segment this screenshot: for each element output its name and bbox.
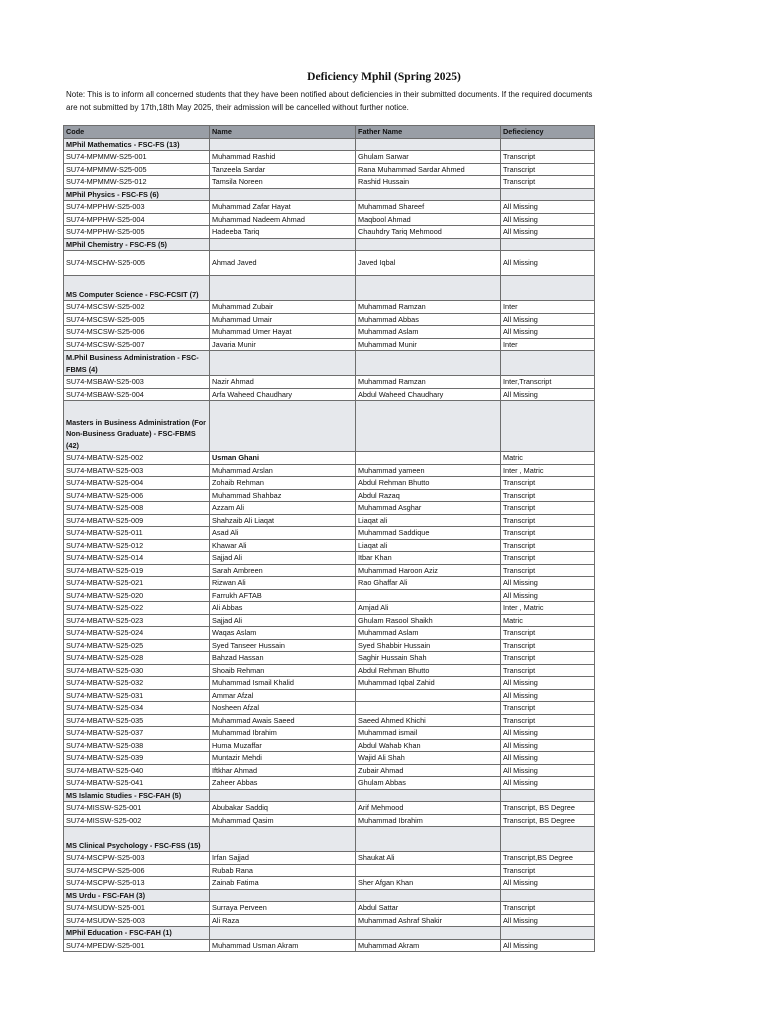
father-name: Muhammad Iqbal Zahid — [356, 677, 501, 690]
header-father-name: Father Name — [356, 126, 501, 139]
deficiency: Inter — [501, 338, 595, 351]
student-name: Usman Ghani — [210, 452, 356, 465]
father-name: Zubair Ahmad — [356, 764, 501, 777]
program-label: MS Islamic Studies - FSC-FAH (5) — [64, 789, 210, 802]
program-label: MPhil Physics - FSC-FS (6) — [64, 188, 210, 201]
student-code: SU74-MBATW-S25-011 — [64, 527, 210, 540]
deficiency: Matric — [501, 452, 595, 465]
father-name: Javed Iqbal — [356, 251, 501, 276]
header-name: Name — [210, 126, 356, 139]
student-code: SU74-MBATW-S25-009 — [64, 514, 210, 527]
table-row — [64, 802, 595, 815]
student-code: SU74-MBATW-S25-032 — [64, 677, 210, 690]
deficiency: Transcript — [501, 702, 595, 715]
father-name: Muhammad Saddique — [356, 527, 501, 540]
student-name: Muhammad Ismail Khalid — [210, 677, 356, 690]
student-code: SU74-MBATW-S25-002 — [64, 452, 210, 465]
program-label: MS Clinical Psychology - FSC-FSS (15) — [64, 827, 210, 852]
deficiency: All Missing — [501, 226, 595, 239]
student-code: SU74-MBATW-S25-024 — [64, 627, 210, 640]
empty-cell — [501, 889, 595, 902]
student-name: Shoaib Rehman — [210, 664, 356, 677]
deficiency: Transcript — [501, 552, 595, 565]
student-name: Iftkhar Ahmad — [210, 764, 356, 777]
student-code: SU74-MPMMW-S25-005 — [64, 163, 210, 176]
student-code: SU74-MBATW-S25-020 — [64, 589, 210, 602]
table-row — [64, 639, 595, 652]
student-name: Bahzad Hassan — [210, 652, 356, 665]
empty-cell — [356, 276, 501, 301]
student-name: Asad Ali — [210, 527, 356, 540]
student-code: SU74-MBATW-S25-039 — [64, 752, 210, 765]
deficiency: All Missing — [501, 313, 595, 326]
table-row — [64, 864, 595, 877]
student-code: SU74-MPPHW-S25-004 — [64, 213, 210, 226]
empty-cell — [210, 827, 356, 852]
table-row — [64, 589, 595, 602]
student-name: Javaria Munir — [210, 338, 356, 351]
empty-cell — [501, 188, 595, 201]
header-deficiency: Defieciency — [501, 126, 595, 139]
table-row — [64, 664, 595, 677]
student-name: Irfan Sajjad — [210, 852, 356, 865]
deficiency: Transcript — [501, 627, 595, 640]
student-code: SU74-MSCPW-S25-006 — [64, 864, 210, 877]
deficiency: All Missing — [501, 752, 595, 765]
student-name: Arfa Waheed Chaudhary — [210, 388, 356, 401]
father-name: Muhammad Ramzan — [356, 376, 501, 389]
program-group-row — [64, 351, 595, 376]
table-row — [64, 764, 595, 777]
deficiency: Transcript — [501, 151, 595, 164]
father-name: Muhammad Munir — [356, 338, 501, 351]
student-name: Surraya Perveen — [210, 902, 356, 915]
deficiency: Transcript — [501, 652, 595, 665]
deficiency: Matric — [501, 614, 595, 627]
deficiency: Transcript, BS Degree — [501, 814, 595, 827]
student-name: Muhammad Zafar Hayat — [210, 201, 356, 214]
student-name: Zohaib Rehman — [210, 477, 356, 490]
document-title: Deficiency Mphil (Spring 2025) — [307, 71, 461, 83]
deficiency: All Missing — [501, 739, 595, 752]
table-row — [64, 614, 595, 627]
father-name: Abdul Wahab Khan — [356, 739, 501, 752]
table-row — [64, 338, 595, 351]
student-code: SU74-MBATW-S25-037 — [64, 727, 210, 740]
deficiency: Transcript — [501, 163, 595, 176]
father-name: Muhammad Haroon Aziz — [356, 564, 501, 577]
student-code: SU74-MPPHW-S25-005 — [64, 226, 210, 239]
student-code: SU74-MSCSW-S25-007 — [64, 338, 210, 351]
father-name: Maqbool Ahmad — [356, 213, 501, 226]
table-row — [64, 251, 595, 276]
father-name — [356, 589, 501, 602]
student-name: Nosheen Afzal — [210, 702, 356, 715]
empty-cell — [210, 351, 356, 376]
student-name: Zainab Fatima — [210, 877, 356, 890]
deficiency: All Missing — [501, 777, 595, 790]
father-name: Muhammad Asghar — [356, 502, 501, 515]
table-row — [64, 677, 595, 690]
deficiency: Transcript — [501, 527, 595, 540]
header-code: Code — [64, 126, 210, 139]
student-name: Muhammad Awais Saeed — [210, 714, 356, 727]
empty-cell — [356, 401, 501, 452]
father-name: Abdul Rehman Bhutto — [356, 477, 501, 490]
student-code: SU74-MBATW-S25-003 — [64, 464, 210, 477]
student-code: SU74-MBATW-S25-006 — [64, 489, 210, 502]
student-name: Ammar Afzal — [210, 689, 356, 702]
program-label: MPhil Chemistry - FSC-FS (5) — [64, 238, 210, 251]
father-name: Muhammad Aslam — [356, 627, 501, 640]
student-code: SU74-MBATW-S25-022 — [64, 602, 210, 615]
table-row — [64, 652, 595, 665]
student-code: SU74-MBATW-S25-035 — [64, 714, 210, 727]
student-name: Nazir Ahmad — [210, 376, 356, 389]
student-name: Tamsila Noreen — [210, 176, 356, 189]
empty-cell — [356, 789, 501, 802]
student-name: Tanzeela Sardar — [210, 163, 356, 176]
table-row — [64, 739, 595, 752]
table-row — [64, 213, 595, 226]
student-code: SU74-MPEDW-S25-001 — [64, 939, 210, 952]
father-name: Rana Muhammad Sardar Ahmed — [356, 163, 501, 176]
father-name: Ghulam Sarwar — [356, 151, 501, 164]
empty-cell — [356, 351, 501, 376]
student-code: SU74-MPPHW-S25-003 — [64, 201, 210, 214]
father-name: Muhammad Abbas — [356, 313, 501, 326]
student-name: Muhammad Umair — [210, 313, 356, 326]
student-code: SU74-MBATW-S25-038 — [64, 739, 210, 752]
empty-cell — [356, 188, 501, 201]
student-code: SU74-MBATW-S25-004 — [64, 477, 210, 490]
father-name: Saeed Ahmed Khichi — [356, 714, 501, 727]
table-row — [64, 502, 595, 515]
father-name: Muhammad Aslam — [356, 326, 501, 339]
program-label: MS Computer Science - FSC-FCSIT (7) — [64, 276, 210, 301]
deficiency: Transcript — [501, 502, 595, 515]
student-name: Farrukh AFTAB — [210, 589, 356, 602]
deficiency: Inter , Matric — [501, 602, 595, 615]
student-code: SU74-MPMMW-S25-001 — [64, 151, 210, 164]
student-name: Shahzaib Ali Liaqat — [210, 514, 356, 527]
deficiency: Transcript — [501, 564, 595, 577]
empty-cell — [210, 927, 356, 940]
program-group-row — [64, 276, 595, 301]
student-name: Abubakar Saddiq — [210, 802, 356, 815]
student-code: SU74-MSBAW-S25-003 — [64, 376, 210, 389]
program-group-row — [64, 827, 595, 852]
father-name: Abdul Sattar — [356, 902, 501, 915]
deficiency: Inter , Matric — [501, 464, 595, 477]
deficiency: All Missing — [501, 677, 595, 690]
empty-cell — [501, 238, 595, 251]
father-name: Muhammad yameen — [356, 464, 501, 477]
student-code: SU74-MBATW-S25-040 — [64, 764, 210, 777]
deficiency: Transcript — [501, 714, 595, 727]
deficiency: All Missing — [501, 326, 595, 339]
program-group-row — [64, 889, 595, 902]
student-code: SU74-MBATW-S25-028 — [64, 652, 210, 665]
student-code: SU74-MISSW-S25-001 — [64, 802, 210, 815]
table-row — [64, 313, 595, 326]
table-row — [64, 151, 595, 164]
father-name: Liaqat ali — [356, 539, 501, 552]
empty-cell — [210, 238, 356, 251]
table-row — [64, 627, 595, 640]
father-name: Rao Ghaffar Ali — [356, 577, 501, 590]
program-group-row — [64, 927, 595, 940]
father-name: Abdul Waheed Chaudhary — [356, 388, 501, 401]
table-row — [64, 714, 595, 727]
student-code: SU74-MSBAW-S25-004 — [64, 388, 210, 401]
deficiency: All Missing — [501, 201, 595, 214]
student-name: Sajjad Ali — [210, 614, 356, 627]
table-row — [64, 489, 595, 502]
father-name: Abdul Razaq — [356, 489, 501, 502]
student-name: Muhammad Rashid — [210, 151, 356, 164]
father-name: Saghir Hussain Shah — [356, 652, 501, 665]
father-name: Chauhdry Tariq Mehmood — [356, 226, 501, 239]
deficiency: Transcript — [501, 864, 595, 877]
deficiency: Transcript — [501, 902, 595, 915]
table-row — [64, 689, 595, 702]
father-name — [356, 689, 501, 702]
program-group-row — [64, 188, 595, 201]
program-label: Masters in Business Administration (For Non-Business Graduate) - FSC-FBMS (42) — [64, 401, 210, 452]
program-label: MPhil Mathematics - FSC-FS (13) — [64, 138, 210, 151]
table-row — [64, 376, 595, 389]
table-row — [64, 702, 595, 715]
empty-cell — [356, 889, 501, 902]
father-name: Syed Shabbir Hussain — [356, 639, 501, 652]
deficiency: All Missing — [501, 939, 595, 952]
table-row — [64, 814, 595, 827]
empty-cell — [501, 789, 595, 802]
empty-cell — [501, 276, 595, 301]
empty-cell — [501, 401, 595, 452]
empty-cell — [501, 827, 595, 852]
student-code: SU74-MSCPW-S25-003 — [64, 852, 210, 865]
student-name: Azzam Ali — [210, 502, 356, 515]
empty-cell — [210, 789, 356, 802]
deficiency: All Missing — [501, 589, 595, 602]
deficiency: Transcript — [501, 477, 595, 490]
father-name — [356, 452, 501, 465]
deficiency: All Missing — [501, 764, 595, 777]
student-code: SU74-MBATW-S25-031 — [64, 689, 210, 702]
table-row — [64, 226, 595, 239]
father-name: Muhammad Ramzan — [356, 301, 501, 314]
table-row — [64, 527, 595, 540]
deficiency: All Missing — [501, 388, 595, 401]
student-name: Sarah Ambreen — [210, 564, 356, 577]
student-name: Sajjad Ali — [210, 552, 356, 565]
student-name: Muhammad Zubair — [210, 301, 356, 314]
deficiency: Transcript — [501, 176, 595, 189]
father-name: Muhammad Shareef — [356, 201, 501, 214]
father-name — [356, 864, 501, 877]
father-name: Ghulam Rasool Shaikh — [356, 614, 501, 627]
empty-cell — [501, 927, 595, 940]
father-name: Shaukat Ali — [356, 852, 501, 865]
father-name: Rashid Hussain — [356, 176, 501, 189]
table-row — [64, 477, 595, 490]
student-name: Ahmad Javed — [210, 251, 356, 276]
student-code: SU74-MSUDW-S25-003 — [64, 914, 210, 927]
student-name: Muhammad Usman Akram — [210, 939, 356, 952]
empty-cell — [356, 238, 501, 251]
empty-cell — [501, 138, 595, 151]
empty-cell — [501, 351, 595, 376]
father-name: Wajid Ali Shah — [356, 752, 501, 765]
deficiency: Transcript — [501, 489, 595, 502]
father-name: Arif Mehmood — [356, 802, 501, 815]
deficiency: All Missing — [501, 877, 595, 890]
student-name: Rubab Rana — [210, 864, 356, 877]
table-row — [64, 852, 595, 865]
father-name: Abdul Rehman Bhutto — [356, 664, 501, 677]
table-header-row — [64, 126, 595, 139]
student-code: SU74-MBATW-S25-014 — [64, 552, 210, 565]
student-name: Syed Tanseer Hussain — [210, 639, 356, 652]
notice-text: Note: This is to inform all concerned students that they have been notified about deficiencies in their submitted documents. If the required documents are not submitted by 17th,18th May 2025, their admission will be cancelled without further notice. — [66, 90, 593, 112]
student-code: SU74-MBATW-S25-034 — [64, 702, 210, 715]
student-code: SU74-MBATW-S25-012 — [64, 539, 210, 552]
father-name: Muhammad Ibrahim — [356, 814, 501, 827]
program-group-row — [64, 401, 595, 452]
table-row — [64, 877, 595, 890]
empty-cell — [210, 401, 356, 452]
program-label: MS Urdu - FSC-FAH (3) — [64, 889, 210, 902]
student-name: Muhammad Arslan — [210, 464, 356, 477]
table-row — [64, 176, 595, 189]
table-row — [64, 727, 595, 740]
deficiency: Inter — [501, 301, 595, 314]
student-code: SU74-MSCSW-S25-006 — [64, 326, 210, 339]
father-name: Amjad Ali — [356, 602, 501, 615]
student-code: SU74-MBATW-S25-021 — [64, 577, 210, 590]
deficiency: All Missing — [501, 689, 595, 702]
student-name: Zaheer Abbas — [210, 777, 356, 790]
deficiency: All Missing — [501, 251, 595, 276]
table-row — [64, 388, 595, 401]
table-row — [64, 939, 595, 952]
father-name: Muhammad ismail — [356, 727, 501, 740]
student-code: SU74-MBATW-S25-019 — [64, 564, 210, 577]
deficiency: Transcript, BS Degree — [501, 802, 595, 815]
student-code: SU74-MBATW-S25-023 — [64, 614, 210, 627]
table-row — [64, 539, 595, 552]
table-row — [64, 514, 595, 527]
student-code: SU74-MISSW-S25-002 — [64, 814, 210, 827]
student-name: Muhammad Nadeem Ahmad — [210, 213, 356, 226]
student-code: SU74-MSCPW-S25-013 — [64, 877, 210, 890]
student-code: SU74-MBATW-S25-008 — [64, 502, 210, 515]
student-name: Muhammad Umer Hayat — [210, 326, 356, 339]
table-row — [64, 902, 595, 915]
empty-cell — [356, 827, 501, 852]
student-name: Muhammad Ibrahim — [210, 727, 356, 740]
table-row — [64, 163, 595, 176]
father-name: Ghulam Abbas — [356, 777, 501, 790]
empty-cell — [356, 138, 501, 151]
student-name: Rizwan Ali — [210, 577, 356, 590]
deficiency: All Missing — [501, 577, 595, 590]
table-row — [64, 452, 595, 465]
program-group-row — [64, 138, 595, 151]
table-row — [64, 577, 595, 590]
empty-cell — [210, 138, 356, 151]
student-code: SU74-MBATW-S25-025 — [64, 639, 210, 652]
table-row — [64, 301, 595, 314]
table-row — [64, 552, 595, 565]
empty-cell — [210, 889, 356, 902]
student-code: SU74-MSCSW-S25-005 — [64, 313, 210, 326]
father-name: Itbar Khan — [356, 552, 501, 565]
student-name: Huma Muzaffar — [210, 739, 356, 752]
deficiency: Inter,Transcript — [501, 376, 595, 389]
student-code: SU74-MSCHW-S25-005 — [64, 251, 210, 276]
student-code: SU74-MBATW-S25-030 — [64, 664, 210, 677]
father-name — [356, 702, 501, 715]
table-row — [64, 752, 595, 765]
father-name: Sher Afgan Khan — [356, 877, 501, 890]
student-name: Muhammad Shahbaz — [210, 489, 356, 502]
table-row — [64, 326, 595, 339]
table-row — [64, 914, 595, 927]
student-code: SU74-MSCSW-S25-002 — [64, 301, 210, 314]
table-row — [64, 464, 595, 477]
student-name: Waqas Aslam — [210, 627, 356, 640]
program-group-row — [64, 789, 595, 802]
program-label: MPhil Education - FSC-FAH (1) — [64, 927, 210, 940]
deficiency: All Missing — [501, 213, 595, 226]
empty-cell — [210, 276, 356, 301]
student-code: SU74-MPMMW-S25-012 — [64, 176, 210, 189]
student-code: SU74-MBATW-S25-041 — [64, 777, 210, 790]
program-group-row — [64, 238, 595, 251]
deficiency: Transcript — [501, 514, 595, 527]
student-name: Hadeeba Tariq — [210, 226, 356, 239]
deficiency: All Missing — [501, 914, 595, 927]
student-code: SU74-MSUDW-S25-001 — [64, 902, 210, 915]
empty-cell — [210, 188, 356, 201]
father-name: Muhammad Akram — [356, 939, 501, 952]
deficiency: Transcript — [501, 664, 595, 677]
empty-cell — [356, 927, 501, 940]
deficiency-table — [63, 125, 595, 952]
student-name: Khawar Ali — [210, 539, 356, 552]
program-label: M.Phil Business Administration - FSC-FBMS (4) — [64, 351, 210, 376]
table-row — [64, 201, 595, 214]
student-name: Muntazir Mehdi — [210, 752, 356, 765]
table-row — [64, 777, 595, 790]
student-name: Ali Raza — [210, 914, 356, 927]
deficiency: Transcript — [501, 539, 595, 552]
deficiency: All Missing — [501, 727, 595, 740]
table-row — [64, 602, 595, 615]
father-name: Muhammad Ashraf Shakir — [356, 914, 501, 927]
deficiency: Transcript,BS Degree — [501, 852, 595, 865]
student-name: Muhammad Qasim — [210, 814, 356, 827]
table-row — [64, 564, 595, 577]
student-name: Ali Abbas — [210, 602, 356, 615]
father-name: Liaqat ali — [356, 514, 501, 527]
deficiency: Transcript — [501, 639, 595, 652]
